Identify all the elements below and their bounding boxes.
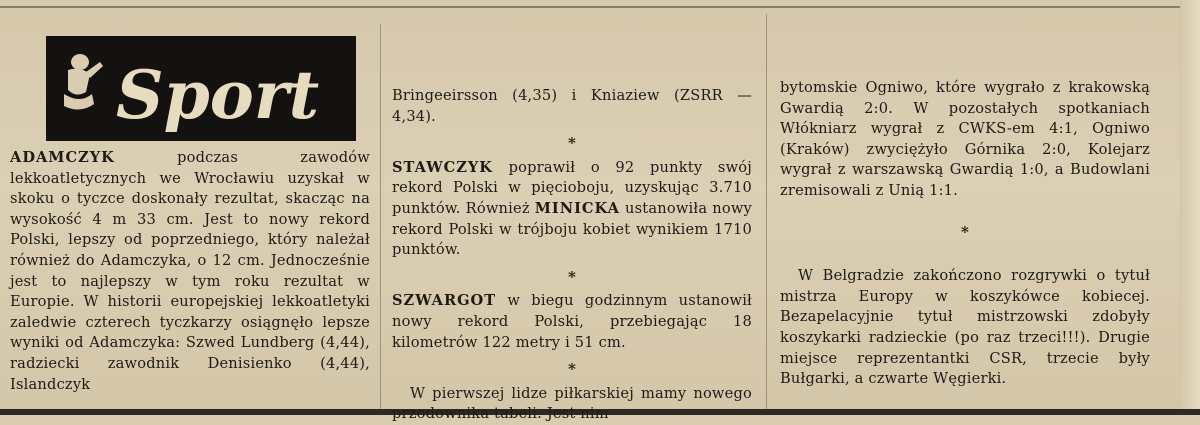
article-stawczyk [392,158,752,261]
sport-logo-graphic [46,36,356,141]
column-divider-1 [380,24,381,409]
article-adamczyk [10,148,370,395]
column-divider-2 [766,14,767,409]
separator-star: * [567,267,577,286]
article-text: poprawił o 92 punkty swój rekord Polski w pięcioboju, uzyskując 3.710 punktów. Również [392,158,752,217]
article-text: w biegu godzinnym ustanowił nowy rekord Polski, przebiegając 18 kilometrów 122 metry i 51 cm. [392,292,752,351]
logo-text: Sport [116,56,320,134]
column-2 [392,86,752,425]
lead-name: ADAMCZYK [10,149,115,166]
separator-star: * [960,222,970,241]
top-rule [0,6,1200,8]
article-text: podczas zawodów lekkoatletycznych we Wrocławiu uzyskał w skoku o tyczce doskonały rezultat, skacząc na wysokość 4 m 33 cm. Jest to nowy rekord Polski, lepszy od poprzedniego, który należał również do Adamczyka, o 12 cm. Jednocześnie jest to najlepszy w tym roku rezultat w Europie. W historii europejskiej lekkoatletyki zaledwie czterech tyczkarzy osiągnęło lepsze wyniki od Adamczyka: Szwed Lundberg (4,44), radziecki zawodnik Denisienko (4,44), Islandczyk [10,149,370,393]
separator-star: * [567,134,577,153]
lead-name: SZWARGOT [392,292,497,310]
column-3 [780,78,1150,390]
article-football-continued: bytomskie Ogniwo, które wygrało z krakowską Gwardią 2:0. W pozostałych spotkaniach Włókniarz wygrał z CWKS-em 4:1, Ogniwo (Kraków) zwyciężyło Górnika 2:0, Kolejarz wygrał z warszawską Gwardią 1:0, a Budowlani zremisowali z Unią 1:1. [780,79,1150,199]
separator-star: * [567,360,577,379]
page-edge [1180,0,1200,415]
lead-name: STAWCZYK [392,158,493,176]
article-szwargot [392,291,752,353]
article-continuation: Bringeeirsson (4,35) i Kniaziew (ZSRR — 4,34). [392,87,752,125]
article-football: W pierwszej lidze piłkarskiej mamy nowego przodownika tabeli. Jest nim [392,384,752,423]
column-1 [10,148,370,395]
sport-logo [46,36,356,141]
article-basketball: W Belgradzie zakończono rozgrywki o tytuł mistrza Europy w koszykówce kobiecej. Bezapelacyjnie tytuł mistrzowski zdobyły koszykarki radzieckie (po raz trzeci!!!). Drugie miejsce reprezentantki CSR, trzecie były Bułgarki, a czwarte Węgierki. [780,267,1150,388]
article-text: ustanowiła nowy rekord Polski w trójboju kobiet wynikiem 1710 punktów. [392,199,752,259]
lead-name: MINICKA [534,199,620,217]
